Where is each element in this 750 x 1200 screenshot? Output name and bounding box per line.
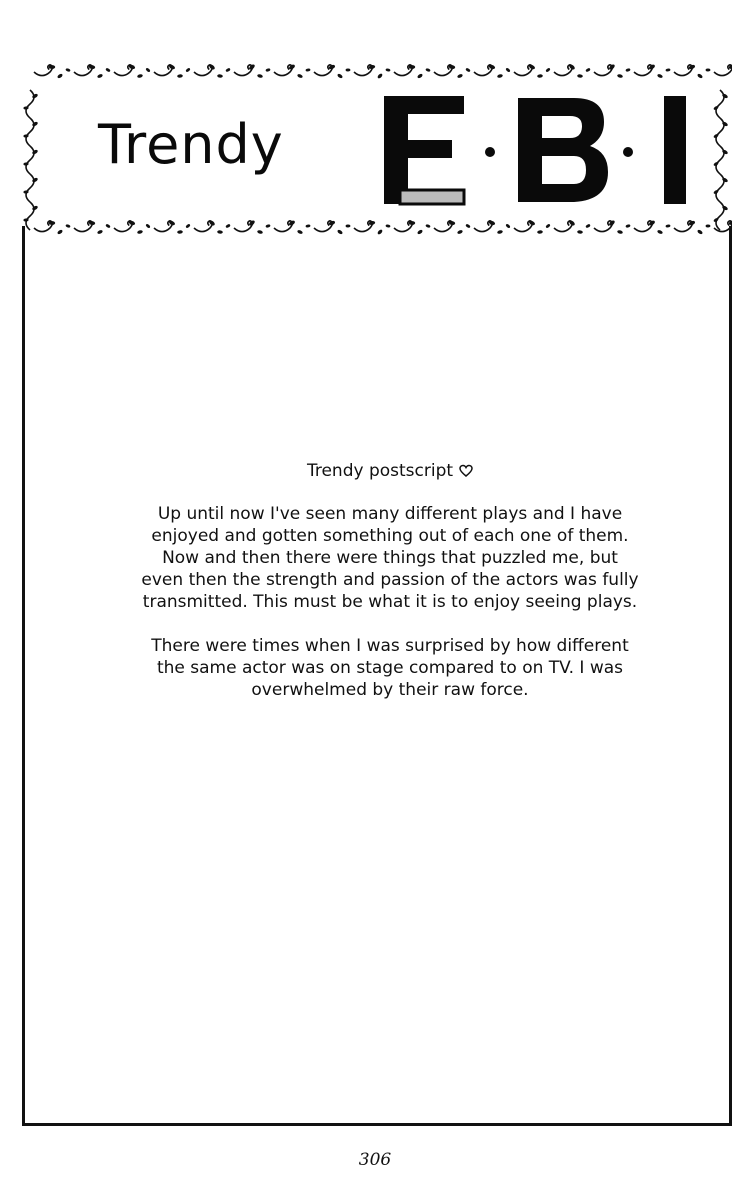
postscript-block: [140, 460, 640, 723]
postscript-paragraph: There were times when I was surprised by how different the same actor was on stage compared to on TV. I was overwhelmed by their raw force.: [151, 636, 629, 700]
postscript-heading-text: Trendy postscript: [306, 461, 454, 481]
postscript-heading: [140, 460, 640, 484]
heart-icon: [459, 462, 473, 484]
page-number: 306: [358, 1150, 392, 1170]
title-trendy: Trendy: [98, 113, 284, 176]
postscript-paragraph: Up until now I've seen many different plays and I have enjoyed and gotten something out of each one of them. Now and then there were things that puzzled me, but even then the strength and passion of the actors was fully transmitted. This must be what it is to enjoy seeing plays.: [141, 504, 639, 612]
ebi-logo-icon: [378, 88, 718, 218]
title-ebi-logo: [378, 88, 718, 218]
